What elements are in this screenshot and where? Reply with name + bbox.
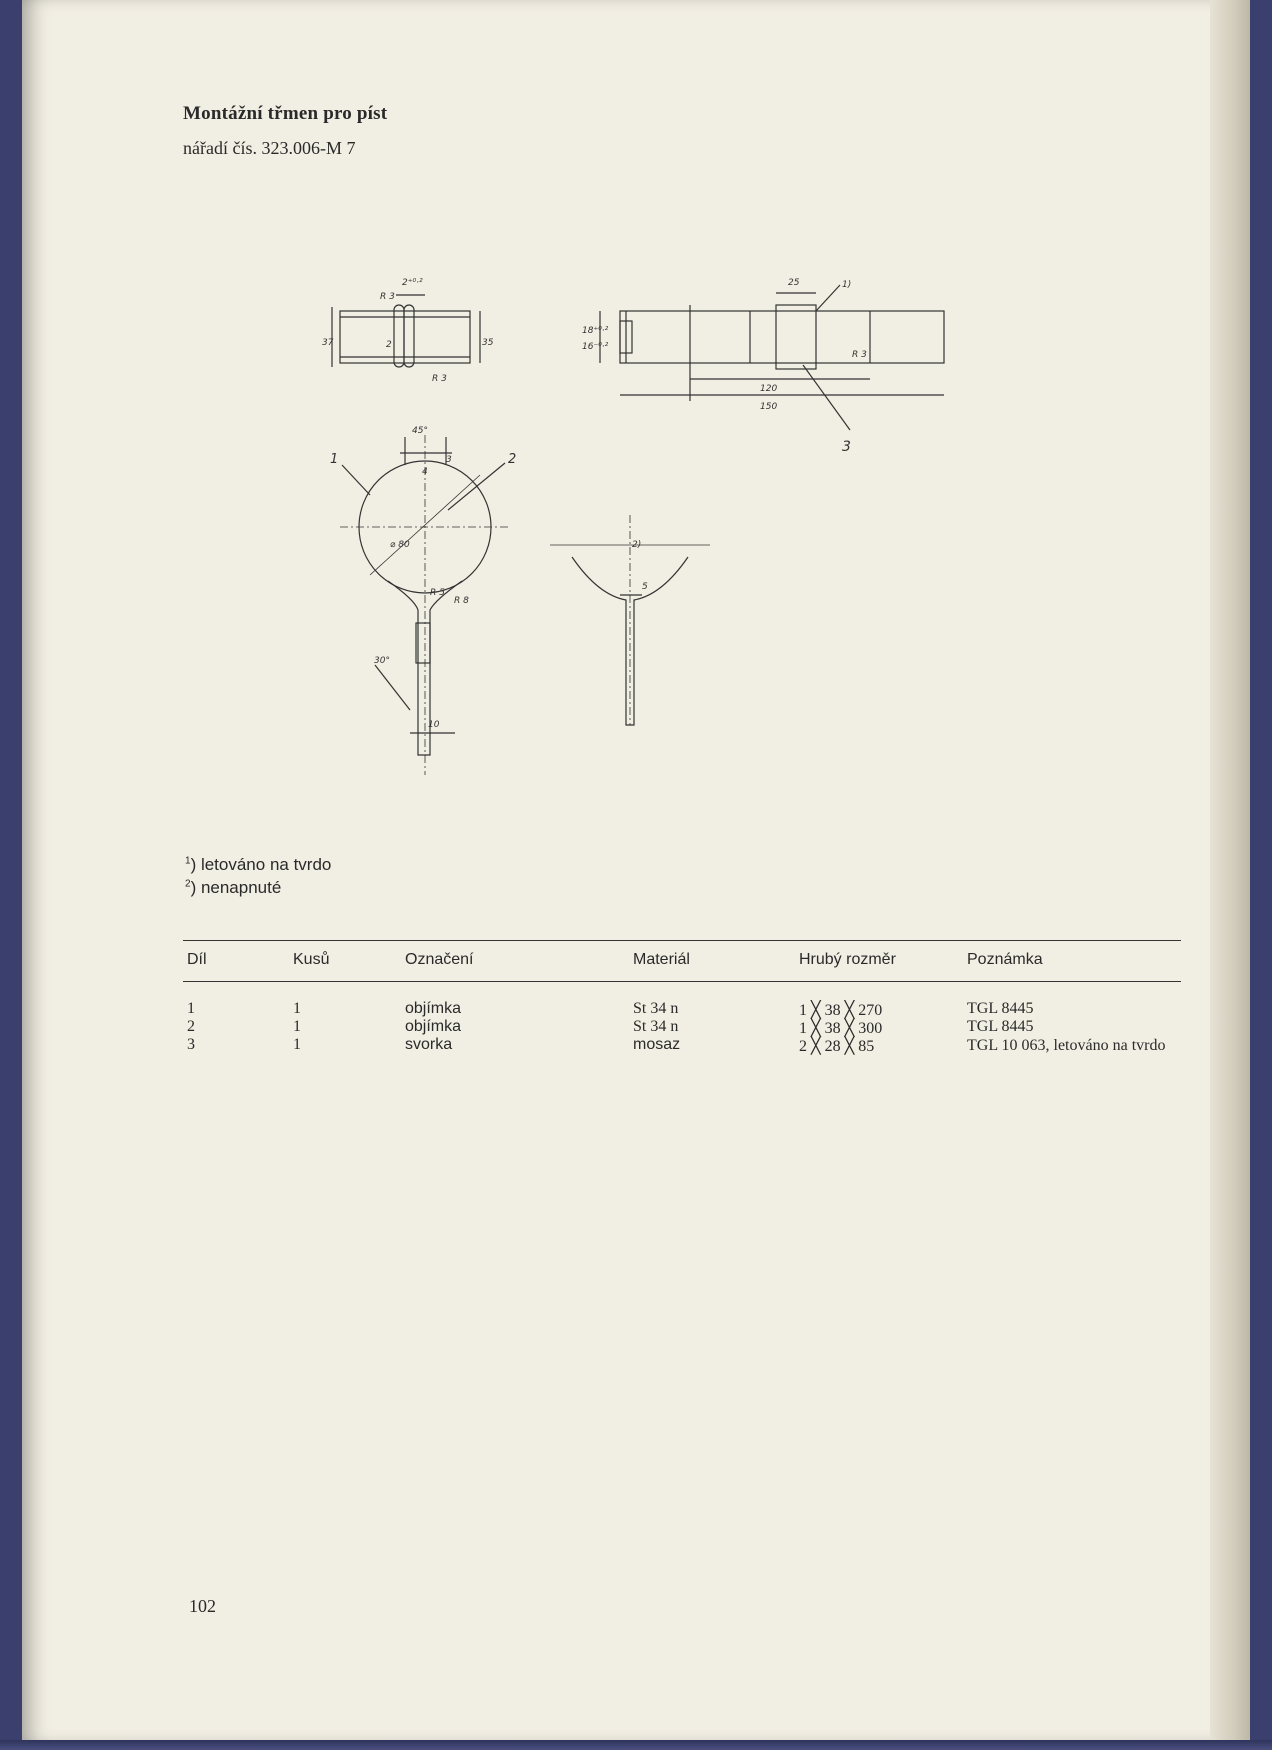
footnote-text: ) nenapnuté xyxy=(190,878,282,897)
dim-label: 150 xyxy=(760,402,778,412)
table-cell: objímka xyxy=(405,1000,462,1017)
table-row xyxy=(183,1018,1181,1036)
footnote-mark: 1 xyxy=(185,855,191,867)
page-number: 102 xyxy=(189,1596,216,1616)
page-title: Montážní třmen pro píst xyxy=(183,103,388,124)
dim-label: 10 xyxy=(428,720,440,730)
footnote-mark: 2 xyxy=(185,878,191,890)
dim-label: 25 xyxy=(788,278,800,288)
header-cell: Označení xyxy=(405,951,474,968)
footnote-1 xyxy=(185,855,331,875)
table-cell: objímka xyxy=(405,1018,462,1035)
dim-label: 18⁺⁰·² xyxy=(582,326,609,336)
table-cell: 1 xyxy=(293,1018,301,1035)
dim-label: R 3 xyxy=(852,350,867,360)
part-number-label: 1 xyxy=(330,452,339,467)
clamp-side-view xyxy=(340,311,470,363)
table-cell: TGL 8445 xyxy=(967,1000,1034,1017)
book-cover-edge xyxy=(0,1740,1272,1750)
header-cell: Hrubý rozměr xyxy=(799,951,896,968)
dim-label: 3 xyxy=(446,455,452,465)
dim-label: 120 xyxy=(760,384,778,394)
dim-label: ⌀ 80 xyxy=(390,540,410,550)
table-cell: 1 xyxy=(293,1000,301,1017)
parts-table xyxy=(183,940,1181,1076)
table-header-rule xyxy=(183,981,1181,982)
header-cell: Díl xyxy=(187,951,207,968)
page-spine-shadow xyxy=(1210,0,1250,1742)
dim-label: 37 xyxy=(322,338,334,348)
table-cell: TGL 10 063, letováno na tvrdo xyxy=(967,1037,1166,1054)
table-row xyxy=(183,1036,1181,1076)
table-cell: svorka xyxy=(405,1036,453,1053)
table-cell: St 34 n xyxy=(633,1000,679,1017)
table-header xyxy=(183,951,1181,969)
dim-label: R 3 xyxy=(380,292,395,302)
header-cell: Kusů xyxy=(293,951,330,968)
dim-label: R 3 xyxy=(432,374,447,384)
header-cell: Poznámka xyxy=(967,951,1043,968)
dim-label: 35 xyxy=(482,338,494,348)
table-cell: 1 ╳ 38 ╳ 270 xyxy=(799,1002,883,1019)
technical-drawing-svg xyxy=(322,255,1030,835)
dim-label: 1) xyxy=(842,280,852,290)
table-cell: TGL 8445 xyxy=(967,1018,1034,1035)
dim-label: 45° xyxy=(412,426,428,436)
part-number-label: 2 xyxy=(508,452,517,467)
table-cell: 1 ╳ 38 ╳ 300 xyxy=(799,1020,883,1037)
footnote-text: ) letováno na tvrdo xyxy=(190,855,332,874)
table-cell: 2 xyxy=(187,1018,195,1035)
dim-label: 5 xyxy=(642,582,648,592)
header-cell: Materiál xyxy=(633,951,690,968)
table-cell: 3 xyxy=(187,1036,195,1053)
band-top-view xyxy=(620,311,944,363)
clamp-loop xyxy=(394,305,404,367)
dim-label: 2) xyxy=(632,540,642,550)
clamp-piece xyxy=(776,305,816,369)
table-cell: mosaz xyxy=(633,1036,681,1053)
dim-label: 4 xyxy=(422,467,428,477)
technical-drawing xyxy=(322,255,1030,835)
dim-label: R 5 xyxy=(430,588,445,598)
table-cell: 1 xyxy=(293,1036,301,1053)
table-row xyxy=(183,1000,1181,1018)
footnote-2 xyxy=(185,878,281,898)
table-cell: 2 ╳ 28 ╳ 85 xyxy=(799,1038,875,1055)
dim-label: 16⁻⁰·² xyxy=(582,342,609,352)
part-number-label: 3 xyxy=(842,439,851,455)
dim-label: 30° xyxy=(374,656,390,666)
table-cell: 1 xyxy=(187,1000,195,1017)
dim-label: 2 xyxy=(386,340,392,350)
tool-number: nářadí čís. 323.006-M 7 xyxy=(183,138,356,158)
table-top-rule xyxy=(183,940,1181,941)
dim-label: R 8 xyxy=(454,596,469,606)
dim-label: 2⁺⁰·² xyxy=(402,278,423,288)
table-cell: St 34 n xyxy=(633,1018,679,1035)
